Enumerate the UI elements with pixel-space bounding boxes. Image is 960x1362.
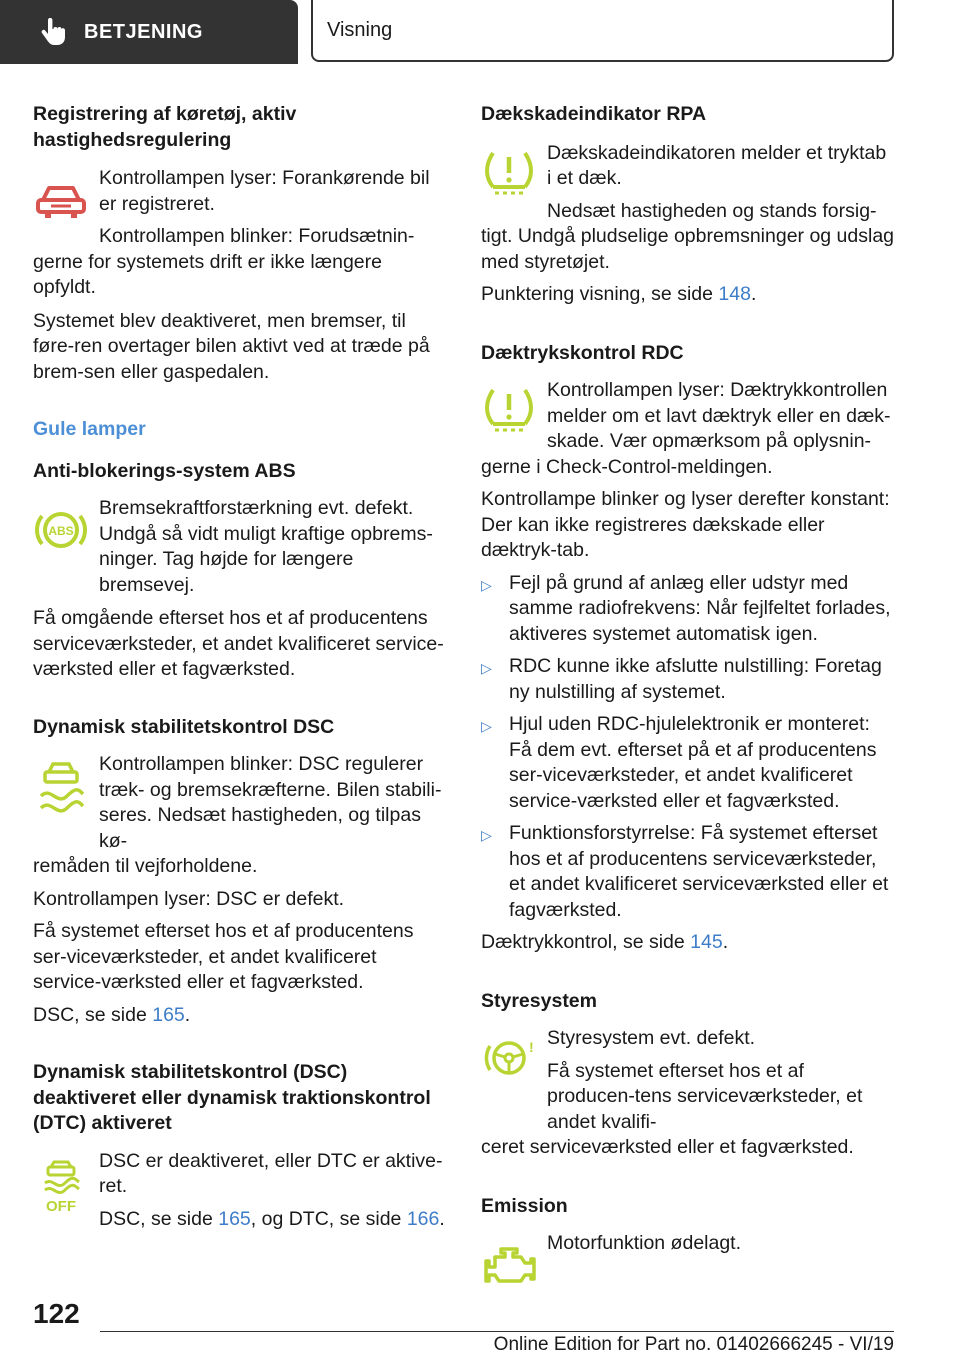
list-item (481, 571, 895, 648)
ref-rdc-end: . (722, 931, 729, 953)
dsc-off-icon (33, 1159, 89, 1215)
text-abs-service: Få omgående efterset hos et af producentens serviceværksteder, et andet kvalificeret service-værksted eller et fagværksted. (33, 607, 444, 680)
text-rpa-slow: Nedsæt hastigheden og stands forsig- (547, 199, 877, 222)
heading-steering: Styresystem (481, 989, 597, 1012)
indicator-steering (481, 1026, 895, 1161)
text-abs: Bremsekraftforstærkning evt. defekt. Undgå så vidt muligt kraftige opbrems-ninger. Tag højde for længere bremsevej. (99, 497, 433, 596)
ref-rpa-label: Punktering visning, se side (481, 283, 719, 305)
subsection-tab (311, 0, 894, 62)
ref-dsc-dtc-label: DSC, se side (99, 1207, 219, 1230)
ref-dsc-label: DSC, se side (33, 1003, 153, 1026)
indicator-vehicle-detection (33, 166, 449, 301)
list-item-text: Funktionsforstyrrelse: Få systemet efterset hos et af producentens serviceværksteder, et andet kvalificeret serviceværksted eller et fagværksted. (509, 822, 889, 921)
hand-pointer-icon (38, 17, 68, 47)
text-steering: Styresystem evt. defekt. (547, 1027, 756, 1049)
left-column (33, 102, 449, 1232)
engine-icon (481, 1239, 537, 1295)
triangle-bullet-icon: ▷ (481, 660, 492, 676)
list-item-text: Hjul uden RDC-hjulelektronik er monteret: Få dem evt. efterset på et af producentens ser-viceværksteder, et andet kvalificeret service-værksted eller et fagværksted. (509, 713, 877, 812)
ref-rdc (481, 930, 895, 956)
car-ahead-icon (33, 174, 89, 230)
indicator-abs (33, 496, 449, 598)
triangle-bullet-icon: ▷ (481, 576, 492, 593)
indicator-rdc (481, 378, 895, 480)
text-system-deactivated: Systemet blev deaktiveret, men bremser, til føre-ren overtager bilen aktivt ved at træde på brem-sen eller gaspedalen. (33, 309, 430, 383)
heading-dsc-off: Dynamisk stabilitetskontrol (DSC) deaktiveret eller dynamisk traktionskontrol (DTC) aktiveret (33, 1061, 431, 1134)
ref-dsc-dtc (99, 1207, 449, 1233)
text-dsc-lit: Kontrollampen lyser: DSC er defekt. (33, 887, 345, 910)
edition-info: Online Edition for Part no. 01402666245 - VI/19 (493, 1334, 894, 1355)
svg-text:ABS: ABS (48, 524, 74, 538)
heading-dsc: Dynamisk stabilitetskontrol DSC (33, 715, 335, 738)
heading-rpa: Dækskadeindikator RPA (481, 103, 707, 125)
text-rdc-blink: Kontrollampe blinker og lyser derefter konstant: Der kan ikke registreres dækskade eller dæktryk-tab. (481, 488, 890, 561)
heading-vehicle-detection: Registrering af køretøj, aktiv hastighedsregulering (33, 103, 297, 151)
svg-text:OFF: OFF (46, 1197, 76, 1215)
ref-rpa (481, 282, 895, 308)
ref-rdc-label: Dæktrykkontrol, se side (481, 931, 691, 953)
text-vehicle-lit: Kontrollampen lyser: Forankørende bil er registreret. (99, 167, 430, 215)
section-title: BETJENING (84, 20, 203, 43)
link-page-165-b[interactable]: 165 (218, 1207, 251, 1230)
ref-rpa-end: . (750, 283, 757, 305)
text-rpa-slow-cont: tigt. Undgå pludselige opbremsninger og udslag med styretøjet. (481, 225, 895, 273)
list-item-text: Fejl på grund af anlæg eller udstyr med samme radiofrekvens: Når fejlfeltet forlades, aktiveres systemet automatisk igen. (509, 571, 891, 645)
text-steering-service-cont: ceret serviceværksted eller et fagværksted. (481, 1136, 854, 1158)
indicator-dsc-off (33, 1149, 449, 1233)
link-page-148[interactable]: 148 (718, 283, 751, 305)
list-item (481, 712, 895, 814)
indicator-emission (481, 1231, 895, 1257)
rdc-bullet-list (481, 571, 895, 924)
right-column (481, 102, 895, 1257)
text-vehicle-blink-cont: gerne for systemets drift er ikke længere opfyldt. (33, 250, 382, 298)
tire-pressure-icon (481, 382, 537, 438)
abs-icon (33, 502, 89, 558)
section-tab (0, 0, 298, 64)
subsection-title: Visning (327, 18, 393, 41)
section-yellow-lamps: Gule lamper (33, 418, 146, 440)
indicator-rpa (481, 141, 895, 276)
text-dsc-off: DSC er deaktiveret, eller DTC er aktive-ret. (99, 1149, 443, 1197)
footer-divider (100, 1331, 894, 1332)
text-dsc-blink: Kontrollampen blinker: DSC regulerer træk- og bremsekræfterne. Bilen stabili-seres. Nedsæt hastigheden, og tilpas kø- (99, 753, 442, 852)
svg-text:!: ! (529, 1039, 534, 1055)
indicator-dsc (33, 752, 449, 880)
list-item (481, 654, 895, 705)
text-vehicle-blink: Kontrollampen blinker: Forudsætnin- (99, 225, 415, 247)
ref-dsc (33, 1003, 449, 1029)
heading-emission: Emission (481, 1194, 568, 1217)
text-rpa: Dækskadeindikatoren melder et tryktab i et dæk. (547, 141, 887, 189)
link-page-145[interactable]: 145 (690, 931, 723, 953)
dsc-skid-icon (33, 760, 89, 816)
ref-dsc-end: . (184, 1003, 191, 1026)
triangle-bullet-icon: ▷ (481, 718, 492, 734)
ref-dsc-dtc-mid: , og DTC, se side (250, 1207, 407, 1230)
page-number: 122 (33, 1298, 80, 1329)
text-rdc-lit: Kontrollampen lyser: Dæktrykkontrollen melder om et lavt dæktryk eller en dæk-skade. Vær opmærksom på oplysnin- (547, 379, 891, 452)
heading-rdc: Dæktrykskontrol RDC (481, 341, 684, 364)
steering-warning-icon (481, 1030, 537, 1086)
tire-warning-icon (481, 145, 537, 201)
ref-dsc-dtc-end: . (439, 1207, 445, 1230)
text-emission: Motorfunktion ødelagt. (547, 1232, 742, 1254)
list-item (481, 821, 895, 923)
heading-abs: Anti-blokerings-system ABS (33, 459, 296, 482)
text-dsc-blink-cont: remåden til vejforholdene. (33, 855, 258, 877)
text-steering-service: Få systemet efterset hos et af producen-tens serviceværksteder, et andet kvalifi- (547, 1059, 863, 1133)
list-item-text: RDC kunne ikke afslutte nulstilling: Foretag ny nulstilling af systemet. (509, 655, 882, 703)
link-page-165[interactable]: 165 (152, 1003, 185, 1026)
text-rdc-lit-cont: gerne i Check-Control-meldingen. (481, 455, 773, 478)
triangle-bullet-icon: ▷ (481, 827, 492, 843)
link-page-166[interactable]: 166 (406, 1207, 440, 1230)
text-dsc-service: Få systemet efterset hos et af producentens ser-viceværksteder, et andet kvalificeret service-værksted eller et fagværksted. (33, 920, 414, 993)
